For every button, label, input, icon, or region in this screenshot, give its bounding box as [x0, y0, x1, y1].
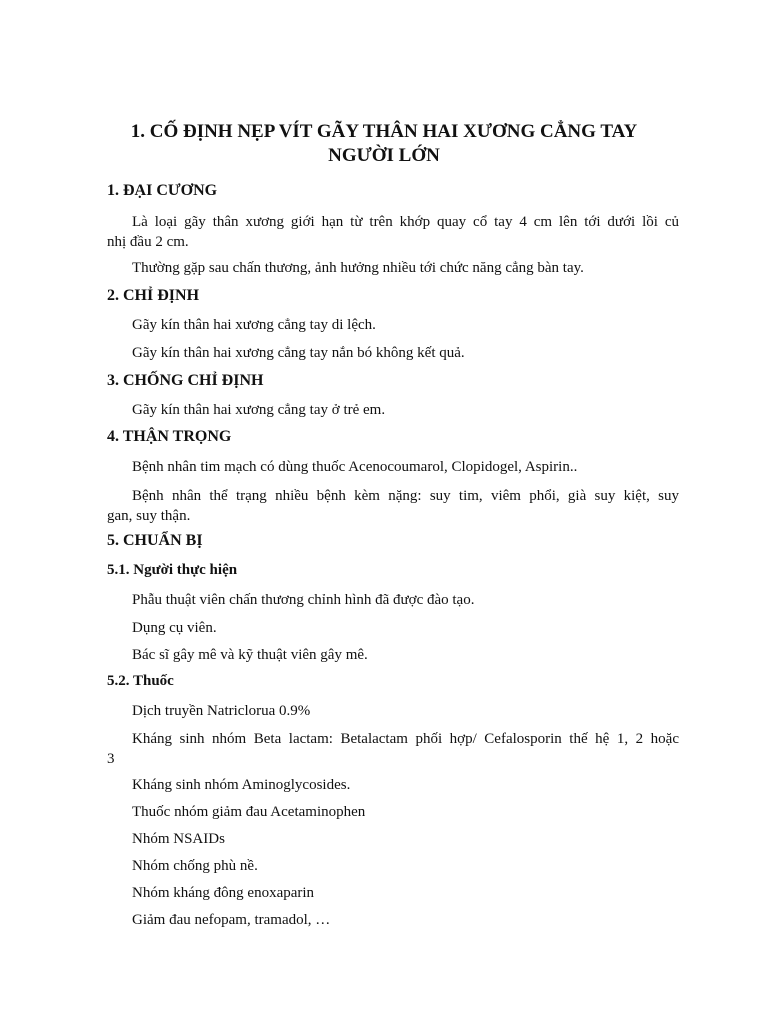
- section-heading-overview: 1. ĐẠI CƯƠNG: [107, 182, 218, 199]
- section-heading-indications: 2. CHỈ ĐỊNH: [107, 287, 200, 304]
- list-item: Bác sĩ gây mê và kỹ thuật viên gây mê.: [132, 647, 368, 663]
- list-item-antibiotic-beta-lactam: [107, 729, 679, 769]
- paragraph-line: gan, suy thận.: [107, 508, 191, 524]
- document-title: [100, 120, 668, 168]
- list-item: Gãy kín thân hai xương cẳng tay nắn bó không kết quả.: [132, 345, 465, 361]
- list-item: Kháng sinh nhóm Aminoglycosides.: [132, 777, 351, 793]
- paragraph-line: Kháng sinh nhóm Beta lactam: Betalactam phối hợp/ Cefalosporin thế hệ 1, 2 hoặc: [132, 731, 679, 747]
- list-item: Gãy kín thân hai xương cẳng tay di lệch.: [132, 317, 376, 333]
- section-heading-contraindications: 3. CHỐNG CHỈ ĐỊNH: [107, 372, 264, 389]
- list-item: Phẫu thuật viên chấn thương chỉnh hình đã được đào tạo.: [132, 592, 475, 608]
- list-item: Nhóm kháng đông enoxaparin: [132, 885, 315, 901]
- title-line-1: 1. CỐ ĐỊNH NẸP VÍT GÃY THÂN HAI XƯƠNG CẲNG TAY: [130, 121, 638, 142]
- subsection-heading-drugs: 5.2. Thuốc: [107, 673, 174, 689]
- section-heading-precautions: 4. THẬN TRỌNG: [107, 428, 232, 445]
- paragraph-line: Bệnh nhân thể trạng nhiều bệnh kèm nặng: suy tim, viêm phổi, già suy kiệt, suy: [132, 488, 679, 504]
- paragraph-precaution-cardiac: Bệnh nhân tim mạch có dùng thuốc Acenocoumarol, Clopidogel, Aspirin..: [132, 459, 578, 475]
- list-item: Gãy kín thân hai xương cẳng tay ở trẻ em.: [132, 402, 386, 418]
- paragraph-line: 3: [107, 751, 115, 767]
- list-item: Nhóm NSAIDs: [132, 831, 225, 847]
- subsection-heading-personnel: 5.1. Người thực hiện: [107, 562, 238, 578]
- list-item: Thuốc nhóm giảm đau Acetaminophen: [132, 804, 366, 820]
- section-heading-preparation: 5. CHUẨN BỊ: [107, 532, 203, 549]
- list-item: Dịch truyền Natriclorua 0.9%: [132, 703, 311, 719]
- list-item: Nhóm chống phù nề.: [132, 858, 258, 874]
- title-line-2: NGƯỜI LỚN: [328, 145, 440, 166]
- paragraph-line: nhị đầu 2 cm.: [107, 234, 189, 250]
- paragraph-overview-definition: [107, 212, 679, 252]
- list-item: Dụng cụ viên.: [132, 620, 217, 636]
- paragraph-line: Là loại gãy thân xương giới hạn từ trên khớp quay cổ tay 4 cm lên tới dưới lồi củ: [132, 214, 679, 230]
- paragraph-overview-cause: Thường gặp sau chấn thương, ảnh hưởng nhiều tới chức năng cẳng bàn tay.: [132, 260, 584, 276]
- paragraph-precaution-comorbid: [107, 486, 679, 526]
- list-item: Giảm đau nefopam, tramadol, …: [132, 912, 331, 928]
